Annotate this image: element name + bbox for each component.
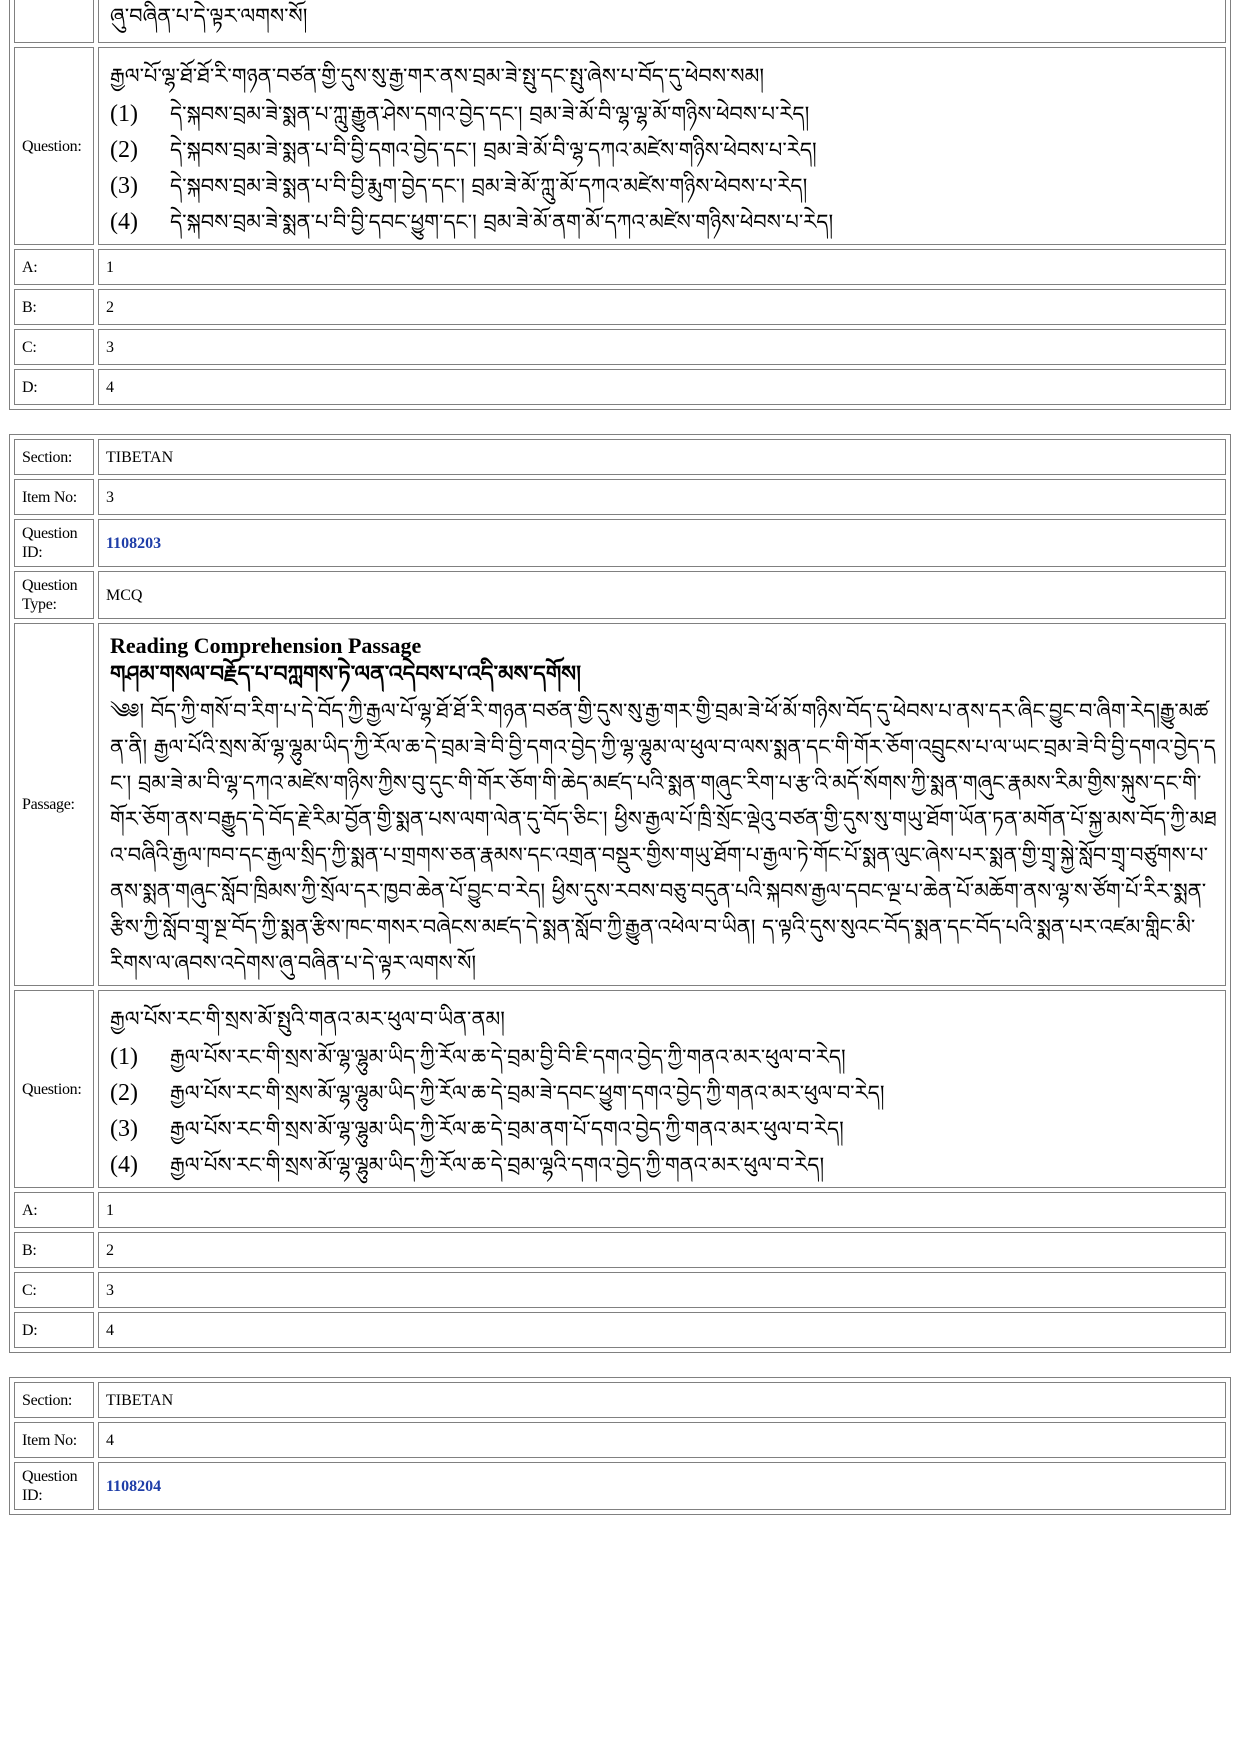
option-number: (1) bbox=[110, 1044, 138, 1070]
option-text: དེ་སྐབས་བྲམ་ཟེ་སྨན་པ་བི་བྱི་དགའ་བྱེད་དང་། བྲམ་ཟེ་མོ་བི་ལྷ་དཀའ་མཛེས་གཉིས་ཕེབས་པ་རེད། bbox=[170, 138, 817, 162]
answer-a-value: 1 bbox=[98, 1192, 1226, 1228]
passage-text: ཞུ་བཞིན་པ་དེ་ལྟར་ལགས་སོ། bbox=[110, 4, 308, 28]
option-text: དེ་སྐབས་བྲམ་ཟེ་སྨན་པ་ཀླུ་རྒྱུན་ཤེས་དགའ་བྱེད་དང་། བྲམ་ཟེ་མོ་བི་ལྷ་ལྷ་མོ་གཉིས་ཕེབས་པ་རེད། bbox=[170, 102, 810, 126]
passage-heading: Reading Comprehension Passage bbox=[110, 633, 422, 658]
question-block-3 bbox=[9, 434, 1231, 1353]
section-value: TIBETAN bbox=[98, 439, 1226, 475]
passage-label bbox=[14, 0, 94, 43]
option-3 bbox=[110, 168, 1218, 204]
option-number: (2) bbox=[110, 1080, 138, 1106]
answer-d-label: D: bbox=[14, 369, 94, 405]
question-block-2 bbox=[9, 0, 1231, 410]
answer-b-label: B: bbox=[14, 289, 94, 325]
item-no-label: Item No: bbox=[14, 1422, 94, 1458]
question-id-label: Question ID: bbox=[14, 519, 94, 567]
section-label: Section: bbox=[14, 1382, 94, 1418]
answer-c-value: 3 bbox=[98, 329, 1226, 365]
question-stem: རྒྱལ་པོ་ལྷ་ཐོ་ཐོ་རི་གཉན་བཙན་གྱི་དུས་སུ་རྒྱ་གར་ནས་བྲམ་ཟེ་སྤུ་དང་སྤུ་ཞེས་པ་བོད་དུ་ཕེབས་སམ། bbox=[110, 64, 765, 88]
question-block-4 bbox=[9, 1377, 1231, 1515]
option-1 bbox=[110, 1039, 1218, 1075]
option-text: རྒྱལ་པོས་རང་གི་སྲས་མོ་ལྷ་ལྷུམ་ཡིད་ཀྱི་རོལ་ཆ་དེ་བྲམ་ནག་པོ་དགའ་བྱེད་ཀྱི་གནའ་མར་ཕུལ་བ་རེད། bbox=[170, 1117, 844, 1141]
item-no-value: 3 bbox=[98, 479, 1226, 515]
option-text: དེ་སྐབས་བྲམ་ཟེ་སྨན་པ་བི་བྱི་དབང་ཕྱུག་དང་། བྲམ་ཟེ་མོ་ནག་མོ་དཀའ་མཛེས་གཉིས་ཕེབས་པ་རེད། bbox=[170, 210, 834, 234]
answer-c-label: C: bbox=[14, 329, 94, 365]
passage-title: གཤམ་གསལ་བརྗོད་པ་བཀླགས་ཏེ་ལན་འདེབས་པ་འདི་མས་དགོས། bbox=[110, 662, 582, 687]
passage-label: Passage: bbox=[14, 623, 94, 986]
answer-c-value: 3 bbox=[98, 1272, 1226, 1308]
option-text: རྒྱལ་པོས་རང་གི་སྲས་མོ་ལྷ་ལྷུམ་ཡིད་ཀྱི་རོལ་ཆ་དེ་བྲམ་ལྷའི་དགའ་བྱེད་ཀྱི་གནའ་མར་ཕུལ་བ་རེད། bbox=[170, 1153, 825, 1177]
section-value: TIBETAN bbox=[98, 1382, 1226, 1418]
option-number: (3) bbox=[110, 173, 138, 199]
question-type-value: MCQ bbox=[98, 571, 1226, 619]
answer-b-value: 2 bbox=[98, 289, 1226, 325]
option-number: (4) bbox=[110, 209, 138, 235]
option-text: དེ་སྐབས་བྲམ་ཟེ་སྨན་པ་བི་བྱི་རྨུག་བྱེད་དང་། བྲམ་ཟེ་མོ་ཀླུ་མོ་དཀའ་མཛེས་གཉིས་ཕེབས་པ་རེད། bbox=[170, 174, 808, 198]
answer-b-value: 2 bbox=[98, 1232, 1226, 1268]
option-text: རྒྱལ་པོས་རང་གི་སྲས་མོ་ལྷ་ལྷུམ་ཡིད་ཀྱི་རོལ་ཆ་དེ་བྲམ་ཟེ་དབང་ཕྱུག་དགའ་བྱེད་ཀྱི་གནའ་མར་ཕུལ་བ་རེད། bbox=[170, 1081, 885, 1105]
question-stem: རྒྱལ་པོས་རང་གི་སྲས་མོ་སྤུའི་གནའ་མར་ཕུལ་བ་ཡིན་ནམ། bbox=[110, 1007, 505, 1031]
option-number: (2) bbox=[110, 137, 138, 163]
question-id-label: Question ID: bbox=[14, 1462, 94, 1510]
answer-a-label: A: bbox=[14, 1192, 94, 1228]
answer-a-value: 1 bbox=[98, 249, 1226, 285]
item-no-label: Item No: bbox=[14, 479, 94, 515]
question-label: Question: bbox=[14, 47, 94, 245]
passage-text: ༄༅། བོད་ཀྱི་གསོ་བ་རིག་པ་དེ་བོད་ཀྱི་རྒྱལ་པོ་ལྷ་ཐོ་ཐོ་རི་གཉན་བཙན་གྱི་དུས་སུ་རྒྱ་གར་གྱི་བྲམ་ཟེ་ཕོ་མོ་གཉིས་བོད་དུ་ཕེབས་པ་ནས་དར་ཞིང་བྱུང་བ་ཞིག་རེད།རྒྱུ་མཚན་ནི། རྒྱལ་པོའི་སྲས་མོ་ལྷ་ལྷུམ་ཡིད་ཀྱི་རོལ་ཆ་དེ་བྲམ་ཟེ་བི་བྱི་དགའ་བྱེད་ཀྱི་ལྷ་ལྷུམ་ལ་ཕུལ་བ་ལས་སྨན་དང་གི་གོར་ཅོག་འབྲུངས་པ་ལ་ཡང་བྲམ་ཟེ་བི་བྱི་དགའ་བྱེད་དང་། བྲམ་ཟེ་མ་བི་ལྷ་དཀའ་མཛེས་གཉིས་ཀྱིས་བུ་དུང་གི་གོར་ཅོག་གི་ཆེད་མཛད་པའི་སྨན་གཞུང་རིག་པ་རྩ་འི་མདོ་སོགས་ཀྱི་སྨན་གཞུང་རྣམས་རིམ་གྱིས་སྐུས་དང་གི་གོར་ཅོག་ནས་བརྒྱུད་དེ་བོད་རྗེ་རིམ་བྱོན་གྱི་སྨན་པས་ལག་ལེན་དུ་བོད་ཅིང་། ཕྱིས་རྒྱལ་པོ་ཁྲི་སྲོང་ལྡེའུ་བཙན་གྱི་དུས་སུ་གཡུ་ཐོག་ཡོན་ཏན་མགོན་པོ་སྐྱ་མས་བོད་ཀྱི་མཐའ་བཞིའི་རྒྱལ་ཁབ་དང་རྒྱལ་སྲིད་ཀྱི་སྨན་པ་གྲགས་ཅན་རྣམས་དང་འགྲན་བསྡུར་གྱིས་གཡུ་ཐོག་པ་རྒྱལ་ཏེ་གོང་པོ་སྨན་ལུང་ཞེས་པར་སྨན་གྱི་གྲྭ་སྐྱེ་སློབ་གྲྭ་བཙུགས་པ་ནས་སྨན་གཞུང་སློབ་ཁྲིམས་ཀྱི་སྲོལ་དར་ཁྱབ་ཆེན་པོ་བྱུང་བ་རེད། ཕྱིས་དུས་རབས་བཅུ་བདུན་པའི་སྐབས་རྒྱལ་དབང་ལྔ་པ་ཆེན་པོ་མཆོག་ནས་ལྷ་ས་ཙོག་པོ་རིར་སྨན་རྩིས་ཀྱི་སློབ་གྲྭ་སྔ་བོད་ཀྱི་སྨན་རྩིས་ཁང་གསར་བཞེངས་མཛད་དེ་སྨན་སློབ་ཀྱི་རྒྱུན་འཕེལ་བ་ཡིན། ད་ལྟའི་དུས་སུའང་བོད་སྨན་དང་བོད་པའི་སྨན་པར་འཛམ་གླིང་མི་རིགས་ལ་ཞབས་འདེགས་ཞུ་བཞིན་པ་དེ་ལྟར་ལགས་སོ། bbox=[110, 699, 1217, 975]
question-id-value: 1108204 bbox=[98, 1462, 1226, 1510]
question-type-label: Question Type: bbox=[14, 571, 94, 619]
option-1 bbox=[110, 96, 1218, 132]
option-2 bbox=[110, 1075, 1218, 1111]
item-no-value: 4 bbox=[98, 1422, 1226, 1458]
option-number: (1) bbox=[110, 101, 138, 127]
option-4 bbox=[110, 204, 1218, 240]
answer-c-label: C: bbox=[14, 1272, 94, 1308]
option-3 bbox=[110, 1111, 1218, 1147]
question-id-value: 1108203 bbox=[98, 519, 1226, 567]
answer-d-value: 4 bbox=[98, 369, 1226, 405]
page bbox=[9, 0, 1231, 1539]
option-number: (3) bbox=[110, 1116, 138, 1142]
question-label: Question: bbox=[14, 990, 94, 1188]
answer-b-label: B: bbox=[14, 1232, 94, 1268]
option-4 bbox=[110, 1147, 1218, 1183]
option-2 bbox=[110, 132, 1218, 168]
option-text: རྒྱལ་པོས་རང་གི་སྲས་མོ་ལྷ་ལྷུམ་ཡིད་ཀྱི་རོལ་ཆ་དེ་བྲམ་བྱི་བི་ཇི་དགའ་བྱེད་ཀྱི་གནའ་མར་ཕུལ་བ་རེད། bbox=[170, 1045, 846, 1069]
answer-a-label: A: bbox=[14, 249, 94, 285]
section-label: Section: bbox=[14, 439, 94, 475]
option-number: (4) bbox=[110, 1152, 138, 1178]
answer-d-value: 4 bbox=[98, 1312, 1226, 1348]
answer-d-label: D: bbox=[14, 1312, 94, 1348]
